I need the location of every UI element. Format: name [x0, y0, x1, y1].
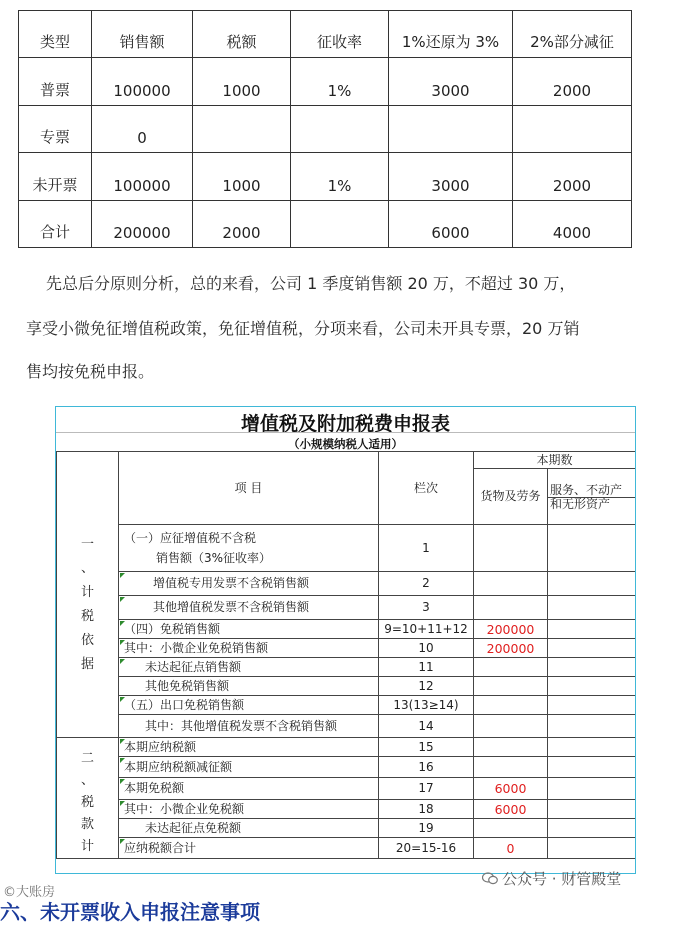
summary-header-cell: 销售额: [92, 11, 193, 58]
summary-cell: 3000: [389, 153, 513, 200]
form-row-item: 其他增值税发票不含税销售额: [119, 596, 379, 620]
form-row-goods: 6000: [474, 800, 548, 819]
wechat-icon: [482, 872, 498, 885]
form-row: [57, 757, 636, 778]
form-row: [57, 819, 636, 838]
header-services-1: 服务、不动产: [548, 469, 636, 498]
form-row-goods: [474, 525, 548, 572]
form-row-column: 16: [379, 757, 474, 778]
form-row-item: 其中：其他增值税发票不含税销售额: [119, 715, 379, 738]
summary-cell: 普票: [19, 58, 92, 105]
form-row-services: [548, 572, 636, 596]
form-row: [57, 738, 636, 757]
form-row-services: [548, 677, 636, 696]
form-row-item: 其中：小微企业免税销售额: [119, 639, 379, 658]
paragraph-line-3: 售均按免税申报。: [26, 362, 155, 381]
form-row: [57, 572, 636, 596]
form-row-services: [548, 715, 636, 738]
form-row-column: 13(13≥14): [379, 696, 474, 715]
form-row-goods: [474, 596, 548, 620]
summary-header-cell: 税额: [193, 11, 291, 58]
form-row-item: （五）出口免税销售额: [119, 696, 379, 715]
form-row-column: 15: [379, 738, 474, 757]
form-title-divider: [56, 432, 635, 433]
header-current-period: 本期数: [474, 452, 636, 469]
form-row-item: 应纳税额合计: [119, 838, 379, 859]
form-row-services: [548, 620, 636, 639]
form-row-goods: [474, 658, 548, 677]
form-row-services: [548, 757, 636, 778]
form-row-item: 本期应纳税额减征额: [119, 757, 379, 778]
header-services-2: 和无形资产: [548, 497, 636, 525]
form-row-goods: [474, 677, 548, 696]
header-item: 项 目: [119, 452, 379, 525]
form-row: [57, 658, 636, 677]
form-row-goods: [474, 696, 548, 715]
summary-header-row: [19, 11, 632, 58]
form-row-services: [548, 778, 636, 800]
form-row: [57, 677, 636, 696]
form-row-goods: 200000: [474, 620, 548, 639]
next-section-heading: 六、未开票收入申报注意事项: [0, 900, 260, 924]
form-row-goods: 0: [474, 838, 548, 859]
form-row-column: 14: [379, 715, 474, 738]
summary-cell: 2000: [513, 58, 632, 105]
section-2-char: 款: [80, 817, 94, 832]
summary-cell: [513, 105, 632, 152]
form-row-services: [548, 738, 636, 757]
form-title: 增值税及附加税费申报表: [240, 413, 450, 435]
form-row: [57, 525, 636, 572]
form-row-services: [548, 525, 636, 572]
summary-total-row: [19, 200, 632, 247]
form-row-services: [548, 696, 636, 715]
form-row-column: 9=10+11+12: [379, 620, 474, 639]
summary-cell: 3000: [389, 58, 513, 105]
form-row-item: [119, 525, 379, 572]
form-row-item: 本期免税额: [119, 778, 379, 800]
form-row-item: 其中：小微企业免税额: [119, 800, 379, 819]
summary-cell: 1000: [193, 153, 291, 200]
summary-row: [19, 153, 632, 200]
summary-cell: [291, 200, 389, 247]
summary-cell: 合计: [19, 200, 92, 247]
form-row-column: 12: [379, 677, 474, 696]
summary-cell: 1000: [193, 58, 291, 105]
summary-cell: 6000: [389, 200, 513, 247]
form-row-goods: [474, 572, 548, 596]
form-row-column: 1: [379, 525, 474, 572]
summary-cell: 4000: [513, 200, 632, 247]
form-row-services: [548, 819, 636, 838]
form-row: [57, 696, 636, 715]
watermark-left: ©大账房: [3, 885, 56, 900]
summary-header-cell: 征收率: [291, 11, 389, 58]
form-row-item-text-2: 销售额（3%征收率）: [156, 551, 272, 565]
form-table: [56, 451, 636, 859]
form-row-item: 未达起征点销售额: [119, 658, 379, 677]
form-row-item: （四）免税销售额: [119, 620, 379, 639]
summary-cell: 200000: [92, 200, 193, 247]
vat-declaration-form: [55, 406, 636, 874]
form-row-item: 增值税专用发票不含税销售额: [119, 572, 379, 596]
section-1-char: 计: [80, 584, 94, 600]
summary-cell: 100000: [92, 153, 193, 200]
form-row-column: 17: [379, 778, 474, 800]
summary-row: [19, 58, 632, 105]
form-row-goods: [474, 715, 548, 738]
form-row-column: 19: [379, 819, 474, 838]
summary-table: [18, 10, 632, 248]
section-1-label: [57, 452, 119, 738]
paragraph-line-2: 享受小微免征增值税政策，免征增值税，分项来看，公司未开具专票，20 万销: [26, 319, 580, 338]
section-2-label: [57, 738, 119, 859]
summary-cell: 1%: [291, 58, 389, 105]
summary-row: [19, 105, 632, 152]
summary-cell: 未开票: [19, 153, 92, 200]
summary-cell: [389, 105, 513, 152]
form-row-item: 其他免税销售额: [119, 677, 379, 696]
form-row: [57, 800, 636, 819]
form-row-item: 未达起征点免税额: [119, 819, 379, 838]
form-row-services: [548, 658, 636, 677]
form-row-item: 本期应纳税额: [119, 738, 379, 757]
form-row-services: [548, 800, 636, 819]
form-row: [57, 838, 636, 859]
form-row-services: [548, 596, 636, 620]
watermark-right-text: 公众号 · 财管殿堂: [502, 870, 622, 888]
header-column: 栏次: [379, 452, 474, 525]
section-2-char: 二: [80, 751, 94, 766]
section-1-char: 据: [80, 656, 94, 672]
summary-cell: 100000: [92, 58, 193, 105]
section-2-char: 、: [80, 773, 94, 788]
form-row: [57, 778, 636, 800]
form-row-column: 20=15-16: [379, 838, 474, 859]
form-row-column: 2: [379, 572, 474, 596]
form-row-services: [548, 838, 636, 859]
summary-cell: [193, 105, 291, 152]
form-row-goods: 200000: [474, 639, 548, 658]
form-row-column: 11: [379, 658, 474, 677]
summary-header-cell: 1%还原为 3%: [389, 11, 513, 58]
section-1-char: 、: [80, 560, 94, 576]
form-row: [57, 715, 636, 738]
summary-cell: 1%: [291, 153, 389, 200]
summary-cell: [291, 105, 389, 152]
section-1-char: 依: [80, 632, 94, 648]
form-row-goods: [474, 819, 548, 838]
form-row-services: [548, 639, 636, 658]
form-row-item-text: （一）应征增值税不含税: [124, 531, 257, 545]
form-row: [57, 620, 636, 639]
form-row-goods: [474, 738, 548, 757]
form-row: [57, 639, 636, 658]
form-row-column: 10: [379, 639, 474, 658]
summary-header-cell: 2%部分减征: [513, 11, 632, 58]
summary-cell: 2000: [193, 200, 291, 247]
form-row: [57, 596, 636, 620]
summary-cell: 专票: [19, 105, 92, 152]
summary-header-cell: 类型: [19, 11, 92, 58]
form-row-goods: 6000: [474, 778, 548, 800]
section-2-char: 计: [80, 839, 94, 854]
paragraph-line-1: 先总后分原则分析，总的来看，公司 1 季度销售额 20 万，不超过 30 万，: [46, 274, 576, 293]
watermark-right: [482, 868, 621, 889]
summary-cell: 2000: [513, 153, 632, 200]
form-row-column: 3: [379, 596, 474, 620]
form-row-goods: [474, 757, 548, 778]
form-subtitle: （小规模纳税人适用）: [288, 437, 403, 451]
section-2-char: 税: [80, 795, 94, 810]
summary-cell: 0: [92, 105, 193, 152]
section-1-char: 税: [80, 608, 94, 624]
section-1-char: 一: [80, 536, 94, 552]
header-goods: 货物及劳务: [474, 469, 548, 525]
form-row-column: 18: [379, 800, 474, 819]
